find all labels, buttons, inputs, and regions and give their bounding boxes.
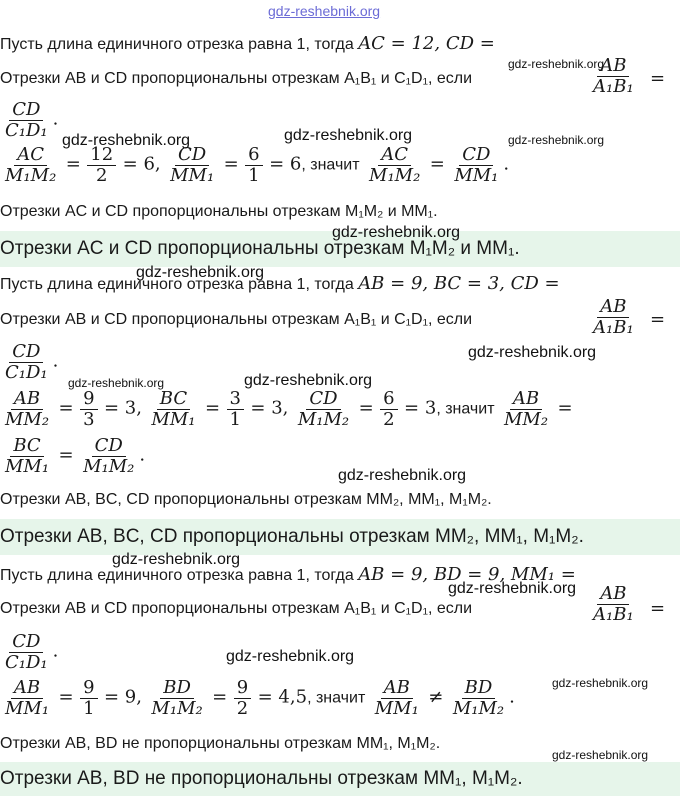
frac-den: MM₁ — [151, 409, 196, 430]
frac — [80, 678, 97, 719]
frac — [501, 389, 551, 430]
watermark: gdz-reshebnik.org — [338, 467, 467, 484]
part3-cd-frac-line: $\frac{CD}{\text{C₁D₁}}$ . — [0, 632, 58, 673]
frac-den: C₁D₁ — [5, 120, 48, 141]
frac-num: CD — [92, 436, 126, 457]
frac-num: CD — [306, 389, 340, 410]
frac-den: MM₁ — [454, 165, 499, 186]
frac-num: BC — [10, 436, 43, 457]
frac — [372, 678, 422, 719]
part3-intro: Пусть длина единичного отрезка равна 1, тогда — [0, 567, 354, 584]
part2-result-line — [0, 491, 492, 509]
part3-result-line — [0, 735, 440, 753]
frac — [227, 389, 244, 430]
frac-den: M₁M₂ — [369, 165, 421, 186]
part2-calc-line: $\frac{AB}{\text{MM₂}}$ = $\frac{9}{3}$ = 3, $\frac{BC}{\text{MM₁}}$ = $\frac{3}{1}$ = 3, $\frac{CD}{\text{M₁M₂}}$ = $\frac{6}{2}$ = 3, значит $\frac{AB}{\text{MM₂}}$ = — [0, 389, 573, 430]
frac-num: AB — [597, 584, 629, 605]
frac-den: A₁B₁ — [593, 76, 634, 97]
frac-num: CD — [459, 145, 493, 166]
watermark: gdz-reshebnik.org — [244, 372, 373, 389]
frac — [450, 678, 507, 719]
frac-den: MM₂ — [503, 409, 549, 430]
frac — [148, 389, 198, 430]
frac-den: 3 — [83, 409, 95, 430]
frac-num: CD — [9, 100, 43, 121]
part2-intro: Пусть длина единичного отрезка равна 1, тогда — [0, 276, 354, 293]
part2-calc-line2: $\frac{BC}{\text{MM₁}}$ = $\frac{CD}{\text{M₁M₂}}$ . — [0, 436, 145, 477]
eq-value: = 6, — [122, 153, 161, 175]
part2-given: AB = 9, BC = 3, CD = — [358, 273, 560, 294]
frac-den: M₁M₂ — [297, 409, 350, 430]
frac-den: 1 — [83, 698, 95, 719]
eq-sign: = — [650, 309, 666, 330]
watermark: gdz-reshebnik.org — [552, 748, 649, 762]
watermark: gdz-reshebnik.org — [112, 551, 241, 568]
frac-den: C₁D₁ — [5, 652, 48, 673]
part2-result: Отрезки AB, BC, CD пропорциональны отрезкам MM₂, MM₁, M₁M₂. — [0, 491, 492, 508]
part2-frac-cd — [2, 342, 51, 383]
eq-sign: = — [650, 598, 666, 619]
frac-num: AC — [14, 145, 47, 166]
frac-num: 9 — [80, 678, 97, 699]
frac-num: CD — [9, 632, 43, 653]
frac-num: CD — [9, 342, 43, 363]
part3-frac-ab — [590, 584, 637, 625]
watermark: gdz-reshebnik.org — [332, 224, 461, 241]
part3-calc-line: $\frac{AB}{\text{MM₁}}$ = $\frac{9}{1}$ = 9, $\frac{BD}{\text{M₁M₂}}$ = $\frac{9}{2}$ = 4,5, значит $\frac{AB}{\text{MM₁}}$ ≠ $\frac{BD}{\text{M₁M₂}}$ . — [0, 678, 515, 719]
watermark: gdz-reshebnik.org — [468, 344, 597, 361]
part2-prop-text: Отрезки AB и CD пропорциональны отрезкам A₁B₁ и C₁D₁, если — [0, 311, 473, 328]
watermark-link[interactable]: gdz-reshebnik.org — [268, 3, 381, 19]
watermark: gdz-reshebnik.org — [62, 132, 191, 149]
frac-num: 12 — [87, 145, 116, 166]
part2-answer-text: Отрезки AB, BC, CD пропорциональны отрезкам MM₂, MM₁, M₁M₂. — [0, 526, 584, 547]
part3-frac-cd — [2, 632, 51, 673]
watermark: gdz-reshebnik.org — [508, 57, 605, 71]
watermark: gdz-reshebnik.org — [508, 133, 605, 147]
frac — [87, 145, 116, 186]
part1-intro: Пусть длина единичного отрезка равна 1, тогда — [0, 36, 354, 53]
frac-num: AB — [597, 297, 629, 318]
watermark: gdz-reshebnik.org — [136, 264, 265, 281]
eq-value: = 6 — [269, 153, 302, 175]
frac-den: M₁M₂ — [5, 165, 57, 186]
frac-den: MM₁ — [5, 456, 50, 477]
part3-answer — [0, 768, 523, 790]
watermark: gdz-reshebnik.org — [226, 648, 355, 665]
frac-num: 3 — [227, 389, 244, 410]
frac-den: MM₁ — [170, 165, 215, 186]
frac — [451, 145, 501, 186]
frac-den: 1 — [248, 165, 260, 186]
eq-value: = 3, — [103, 397, 142, 419]
frac-den: MM₁ — [5, 698, 50, 719]
word-so: , значит — [301, 156, 360, 174]
eq-value: = 9, — [103, 686, 142, 708]
frac-den: MM₂ — [5, 409, 50, 430]
frac — [380, 389, 397, 430]
frac-num: AB — [510, 389, 542, 410]
frac-den: MM₁ — [374, 698, 419, 719]
part1-cd-frac-line: $\frac{CD}{\text{C₁D₁}}$ . — [0, 100, 58, 141]
part2-frac-ab — [590, 297, 637, 338]
frac-den: 2 — [236, 698, 249, 719]
part1-frac-cd — [2, 100, 51, 141]
watermark: gdz-reshebnik.org — [68, 376, 165, 390]
eq-sign: = — [650, 68, 666, 89]
word-so: , значит — [307, 689, 366, 707]
frac-num: AC — [378, 145, 411, 166]
part3-prop-text: Отрезки AB и CD пропорциональны отрезкам A₁B₁ и C₁D₁, если — [0, 600, 473, 617]
part1-given: AC = 12, CD = — [358, 33, 495, 54]
watermark: gdz-reshebnik.org — [284, 127, 413, 144]
eq-value: = 3, — [250, 397, 289, 419]
frac-num: BD — [462, 678, 496, 699]
eq-value: = 4,5 — [257, 686, 308, 708]
frac-num: 6 — [380, 389, 397, 410]
part1-answer-text: Отрезки AC и CD пропорциональны отрезкам M₁M₂ и MM₁. — [0, 238, 520, 259]
frac-num: 9 — [234, 678, 251, 699]
part3-result: Отрезки AB, BD не пропорциональны отрезкам MM₁, M₁M₂. — [0, 735, 441, 752]
frac-den: M₁M₂ — [83, 456, 135, 477]
frac-den: M₁M₂ — [452, 698, 505, 719]
frac-den: 2 — [96, 165, 108, 186]
frac — [2, 389, 52, 430]
part3-given: AB = 9, BD = 9, MM₁ = — [358, 564, 576, 585]
frac-den: A₁B₁ — [593, 604, 634, 625]
part2-answer — [0, 526, 584, 548]
frac — [2, 436, 52, 477]
frac-den: 1 — [229, 409, 241, 430]
frac-num: 9 — [80, 389, 97, 410]
frac-num: CD — [175, 145, 209, 166]
frac-den: A₁B₁ — [593, 317, 634, 338]
watermark: gdz-reshebnik.org — [448, 580, 577, 597]
part1-calc-line: $\frac{AC}{\text{M₁M₂}}$ = $\frac{12}{2}$ = 6, $\frac{CD}{\text{MM₁}}$ = $\frac{6}{1}$ = 6, значит $\frac{AC}{\text{M₁M₂}}$ = $\frac{CD}{\text{MM₁}}$ . — [0, 145, 509, 186]
part2-cd-frac-line: $\frac{CD}{\text{C₁D₁}}$ . — [0, 342, 58, 383]
frac-num: 6 — [245, 145, 262, 166]
frac-num: AB — [597, 56, 629, 77]
frac — [2, 145, 59, 186]
part2-intro-line — [0, 273, 560, 294]
frac — [2, 678, 52, 719]
frac-num: BD — [160, 678, 194, 699]
frac — [295, 389, 352, 430]
eq-value: = 3 — [404, 397, 437, 419]
part1-intro-line — [0, 33, 495, 54]
part1-prop-text: Отрезки AB и CD пропорциональны отрезкам A₁B₁ и C₁D₁, если — [0, 70, 473, 87]
frac-den: M₁M₂ — [151, 698, 203, 719]
frac — [234, 678, 251, 719]
frac-den: 2 — [383, 409, 395, 430]
frac — [80, 436, 137, 477]
frac — [245, 145, 262, 186]
part1-result: Отрезки AC и CD пропорциональны отрезкам M₁M₂ и MM₁. — [0, 203, 438, 220]
frac-num: AB — [11, 678, 43, 699]
part1-result-line — [0, 203, 438, 221]
frac — [167, 145, 217, 186]
frac — [148, 678, 205, 719]
frac — [80, 389, 97, 430]
part3-answer-text: Отрезки AB, BD не пропорциональны отрезкам MM₁, M₁M₂. — [0, 768, 523, 789]
frac-num: AB — [381, 678, 413, 699]
watermark: gdz-reshebnik.org — [552, 676, 649, 690]
frac-den: C₁D₁ — [5, 362, 48, 383]
word-so: , значит — [436, 400, 495, 418]
frac — [366, 145, 423, 186]
frac-num: AB — [11, 389, 43, 410]
frac-num: BC — [157, 389, 190, 410]
